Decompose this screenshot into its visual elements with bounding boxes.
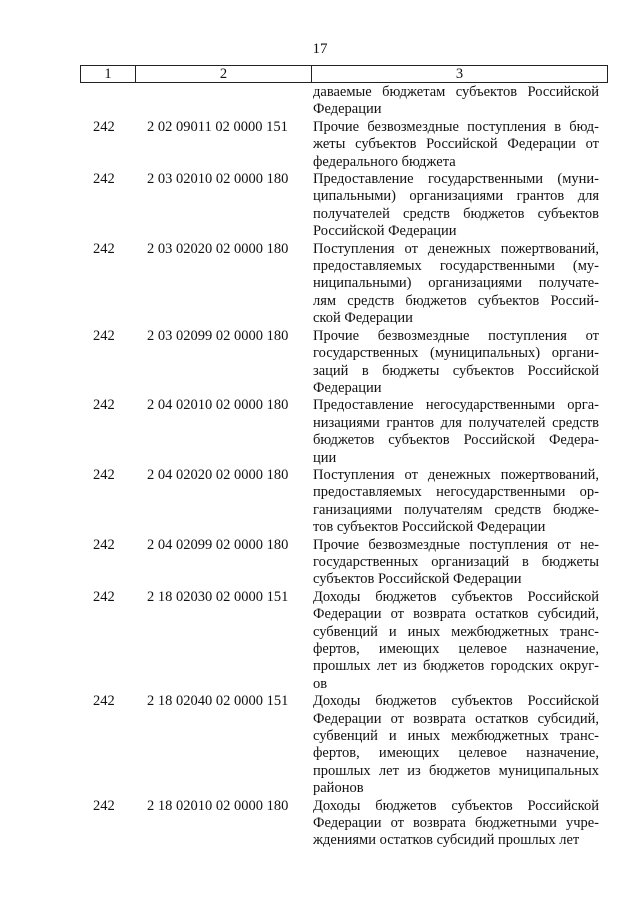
income-name-line: предоставляемых государственными (му- bbox=[313, 258, 599, 275]
income-name-line: Предоставление государственными (муни- bbox=[313, 171, 599, 188]
admin-code: 242 bbox=[93, 240, 115, 257]
admin-code: 242 bbox=[93, 536, 115, 553]
income-name-line: фертов, имеющих целевое назначение, bbox=[313, 745, 599, 762]
income-name-line: Прочие безвозмездные поступления от не- bbox=[313, 536, 599, 553]
table-row bbox=[0, 171, 640, 241]
table-row bbox=[0, 397, 640, 467]
income-name bbox=[313, 119, 599, 171]
income-name bbox=[313, 467, 599, 537]
table-body bbox=[0, 84, 640, 850]
budget-classification-code: 2 03 02010 02 0000 180 bbox=[147, 171, 289, 188]
budget-classification-code: 2 04 02010 02 0000 180 bbox=[147, 397, 289, 414]
table-header bbox=[80, 65, 608, 83]
income-name-line: прошлых лет из бюджетов городских округ- bbox=[313, 658, 599, 675]
income-name bbox=[313, 798, 599, 850]
header-col-2: 2 bbox=[136, 66, 312, 82]
income-name-line: ской Федерации bbox=[313, 310, 413, 327]
income-name-line: Прочие безвозмездные поступления от bbox=[313, 327, 599, 344]
income-name-line: государственных организаций в бюджеты bbox=[313, 553, 599, 570]
income-name-line: Федерации от возврата остатков субсидий, bbox=[313, 710, 599, 727]
income-name-line: низациями грантов для получателей средств bbox=[313, 414, 599, 431]
income-name-line: Доходы бюджетов субъектов Российской bbox=[313, 588, 599, 605]
income-name-line: Федерации от возврата остатков субсидий, bbox=[313, 606, 599, 623]
budget-classification-code: 2 03 02020 02 0000 180 bbox=[147, 240, 289, 257]
income-name-line: жеты субъектов Российской Федерации от bbox=[313, 136, 599, 153]
income-name-line: субвенций и иных межбюджетных транс- bbox=[313, 728, 599, 745]
income-name-line: Прочие безвозмездные поступления в бюд- bbox=[313, 118, 599, 135]
table-row bbox=[0, 119, 640, 171]
income-name bbox=[313, 537, 599, 589]
admin-code: 242 bbox=[93, 397, 115, 414]
income-name-line: государственных (муниципальных) органи- bbox=[313, 345, 599, 362]
header-col-1: 1 bbox=[81, 66, 136, 82]
continuation-line: Федерации bbox=[313, 101, 382, 118]
income-name-line: ципальными) организациями грантов для bbox=[313, 188, 599, 205]
budget-classification-code: 2 18 02040 02 0000 151 bbox=[147, 693, 289, 710]
header-col-3: 3 bbox=[455, 66, 464, 82]
budget-classification-code: 2 02 09011 02 0000 151 bbox=[147, 118, 288, 135]
continuation-text bbox=[313, 84, 599, 119]
income-name-line: Доходы бюджетов субъектов Российской bbox=[313, 797, 599, 814]
income-name-line: районов bbox=[313, 780, 364, 797]
budget-classification-code: 2 04 02099 02 0000 180 bbox=[147, 536, 289, 553]
budget-classification-code: 2 03 02099 02 0000 180 bbox=[147, 327, 289, 344]
budget-classification-code: 2 18 02010 02 0000 180 bbox=[147, 797, 289, 814]
admin-code: 242 bbox=[93, 466, 115, 483]
income-name-line: заций в бюджеты субъектов Российской bbox=[313, 362, 599, 379]
income-name-line: ции bbox=[313, 449, 337, 466]
admin-code: 242 bbox=[93, 118, 115, 135]
income-name-line: Доходы бюджетов субъектов Российской bbox=[313, 693, 599, 710]
income-name-line: ганизациями получателям средств бюдже- bbox=[313, 501, 599, 518]
income-name-line: предоставляемых негосударственными ор- bbox=[313, 484, 599, 501]
income-name-line: Федерации bbox=[313, 379, 382, 396]
budget-classification-code: 2 04 02020 02 0000 180 bbox=[147, 466, 289, 483]
income-name-line: ов bbox=[313, 675, 328, 692]
table-row bbox=[0, 328, 640, 398]
income-name-line: бюджетов субъектов Российской Федера- bbox=[313, 432, 599, 449]
income-name bbox=[313, 328, 599, 398]
continuation-line: даваемые бюджетам субъектов Российской bbox=[313, 84, 599, 100]
income-name-line: Предоставление негосударственными орга- bbox=[313, 397, 599, 414]
admin-code: 242 bbox=[93, 327, 115, 344]
income-name-line: федерального бюджета bbox=[313, 153, 456, 170]
admin-code: 242 bbox=[93, 693, 115, 710]
income-name-line: тов субъектов Российской Федерации bbox=[313, 519, 546, 536]
income-name-line: ждениями остатков субсидий прошлых лет bbox=[313, 832, 580, 849]
income-name-line: Поступления от денежных пожертвований, bbox=[313, 240, 599, 257]
income-name-line: ниципальными) организациями получате- bbox=[313, 275, 599, 292]
admin-code: 242 bbox=[93, 171, 115, 188]
income-name-line: субвенций и иных межбюджетных транс- bbox=[313, 623, 599, 640]
table-row bbox=[0, 467, 640, 537]
income-name bbox=[313, 171, 599, 241]
income-name-line: фертов, имеющих целевое назначение, bbox=[313, 641, 599, 657]
income-name-line: Поступления от денежных пожертвований, bbox=[313, 466, 599, 483]
table-row bbox=[0, 798, 640, 850]
table-row bbox=[0, 693, 640, 797]
admin-code: 242 bbox=[93, 588, 115, 605]
table-row bbox=[0, 589, 640, 693]
table-row bbox=[0, 537, 640, 589]
income-name bbox=[313, 693, 599, 797]
income-name bbox=[313, 397, 599, 467]
income-name-line: Федерации от возврата бюджетными учре- bbox=[313, 815, 599, 832]
budget-classification-code: 2 18 02030 02 0000 151 bbox=[147, 588, 289, 605]
income-name bbox=[313, 589, 599, 693]
page-number: 17 bbox=[312, 41, 328, 57]
income-name-line: лям средств бюджетов субъектов Россий- bbox=[313, 292, 599, 309]
income-name bbox=[313, 241, 599, 328]
income-name-line: Российской Федерации bbox=[313, 223, 457, 240]
table-row bbox=[0, 241, 640, 328]
admin-code: 242 bbox=[93, 797, 115, 814]
income-name-line: прошлых лет из бюджетов муниципальных bbox=[313, 762, 599, 779]
income-name-line: субъектов Российской Федерации bbox=[313, 571, 522, 588]
income-name-line: получателей средств бюджетов субъектов bbox=[313, 205, 599, 222]
